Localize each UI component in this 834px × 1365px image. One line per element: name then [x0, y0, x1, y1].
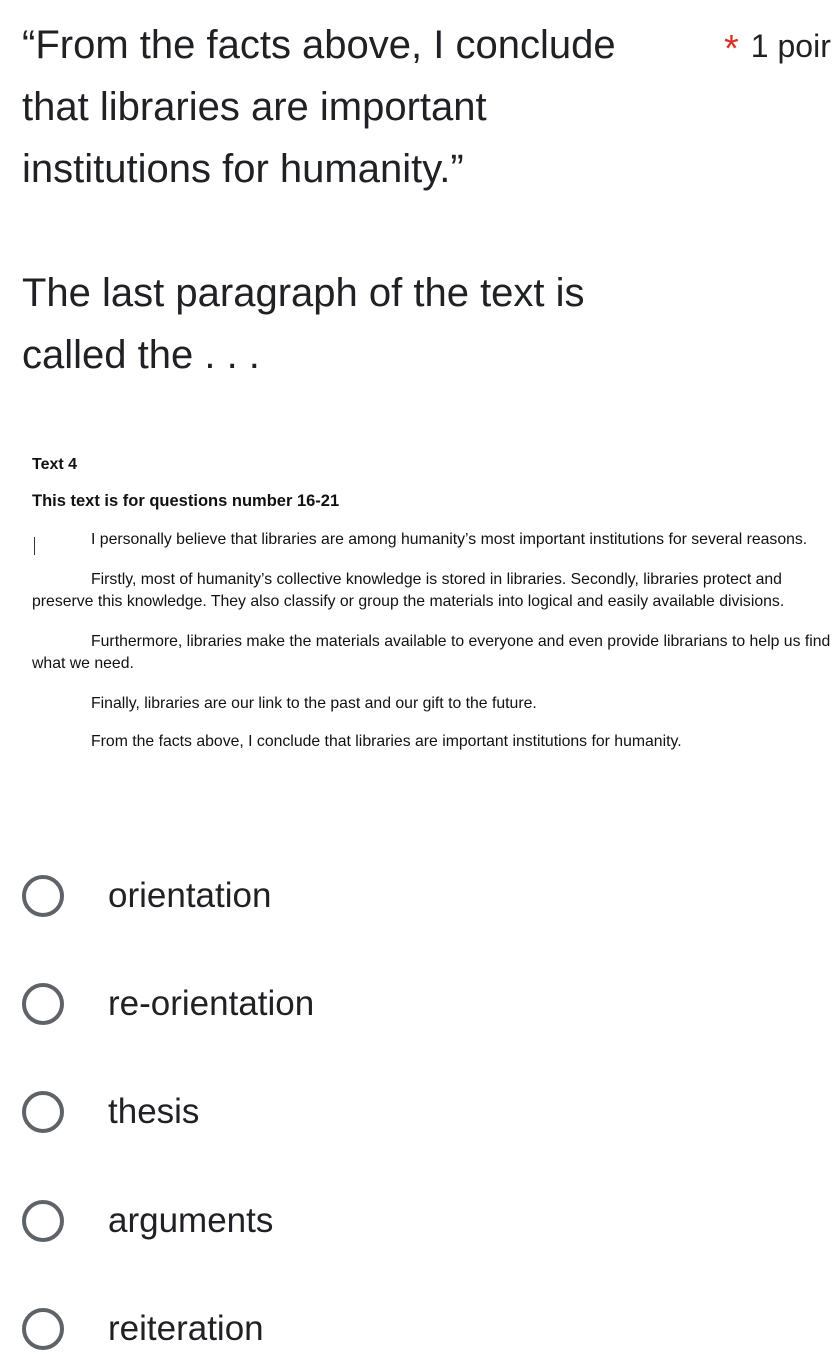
option-label: orientation	[108, 876, 272, 915]
option-thesis[interactable]	[22, 1078, 802, 1148]
passage-paragraph-5: From the facts above, I conclude that libraries are important institutions for humanity.	[91, 733, 682, 750]
passage-paragraph-2: Firstly, most of humanity’s collective knowledge is stored in libraries. Secondly, libraries protect and preserve this knowledge. They also classify or group the materials into logical and easily available divisions.	[32, 571, 785, 610]
option-label: arguments	[108, 1201, 274, 1240]
radio-button[interactable]	[22, 1200, 64, 1242]
required-marker: *	[724, 28, 739, 70]
option-re-orientation[interactable]	[22, 970, 802, 1040]
question-header	[22, 14, 834, 394]
option-label: re-orientation	[108, 984, 315, 1023]
option-reiteration[interactable]	[22, 1295, 802, 1365]
passage-image	[32, 456, 832, 769]
option-arguments[interactable]	[22, 1187, 802, 1257]
radio-button[interactable]	[22, 1308, 64, 1350]
passage-paragraph-3: Furthermore, libraries make the materials available to everyone and even provide librarians to help us find what we need.	[32, 633, 831, 672]
passage-subtitle: This text is for questions number 16-21	[32, 492, 340, 510]
radio-button[interactable]	[22, 875, 64, 917]
passage-paragraph-4: Finally, libraries are our link to the past and our gift to the future.	[91, 695, 537, 712]
points-label: 1 poir	[750, 28, 831, 64]
radio-button[interactable]	[22, 983, 64, 1025]
option-label: thesis	[108, 1092, 200, 1131]
option-orientation[interactable]	[22, 862, 802, 932]
radio-button[interactable]	[22, 1091, 64, 1133]
passage-paragraph-1: I personally believe that libraries are among humanity’s most important institutions for several reasons.	[91, 531, 808, 548]
question-title: “From the facts above, I conclude that libraries are important institutions for humanity.” The last paragraph of the text is called the . . .	[22, 23, 616, 377]
option-label: reiteration	[108, 1309, 264, 1348]
passage-label: Text 4	[32, 456, 78, 473]
points-indicator	[724, 24, 831, 70]
